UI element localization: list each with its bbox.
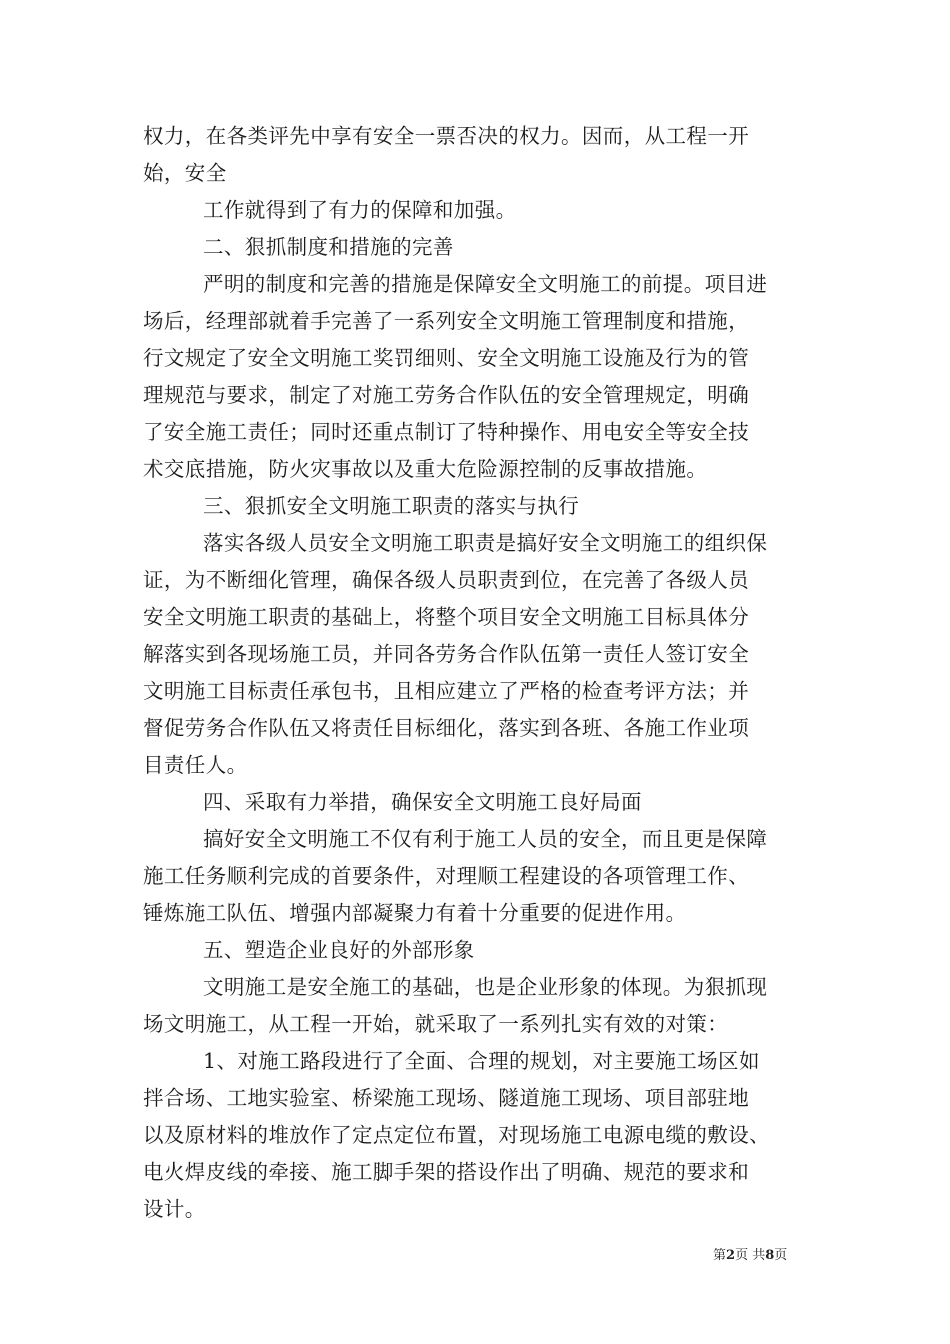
text-line: 五、塑造企业良好的外部形象 <box>203 938 475 962</box>
text-line: 证，为不断细化管理，确保各级人员职责到位，在完善了各级人员 <box>143 568 750 592</box>
footer-suffix: 页 <box>774 1248 788 1263</box>
total-pages-number: 8 <box>765 1248 775 1263</box>
text-line: 文明施工是安全施工的基础，也是企业形象的体现。为狠抓现 <box>203 975 768 999</box>
text-line: 二、狠抓制度和措施的完善 <box>203 235 454 259</box>
text-line: 严明的制度和完善的措施是保障安全文明施工的前提。项目进 <box>203 272 768 296</box>
text-line: 1、对施工路段进行了全面、合理的规划，对主要施工场区如 <box>203 1049 760 1073</box>
text-line: 落实各级人员安全文明施工职责是搞好安全文明施工的组织保 <box>203 531 768 555</box>
page-footer <box>713 1248 787 1264</box>
text-line: 搞好安全文明施工不仅有利于施工人员的安全，而且更是保障 <box>203 827 768 851</box>
text-line: 以及原材料的堆放作了定点定位布置，对现场施工电源电缆的敷设、 <box>143 1123 770 1147</box>
footer-prefix: 第 <box>713 1248 727 1263</box>
text-line: 安全文明施工职责的基础上，将整个项目安全文明施工目标具体分 <box>143 605 750 629</box>
footer-middle: 页 共 <box>735 1248 766 1263</box>
text-line: 拌合场、工地实验室、桥梁施工现场、隧道施工现场、项目部驻地 <box>143 1086 750 1110</box>
text-line: 工作就得到了有力的保障和加强。 <box>203 198 517 222</box>
text-line: 督促劳务合作队伍又将责任目标细化，落实到各班、各施工作业项 <box>143 716 750 740</box>
text-line: 设计。 <box>143 1197 206 1221</box>
current-page-number: 2 <box>726 1248 736 1263</box>
text-line: 三、狠抓安全文明施工职责的落实与执行 <box>203 494 580 518</box>
document-body <box>143 118 809 1228</box>
text-line: 场后，经理部就着手完善了一系列安全文明施工管理制度和措施， <box>143 309 750 333</box>
text-line: 文明施工目标责任承包书，且相应建立了严格的检查考评方法；并 <box>143 679 750 703</box>
text-line: 目责任人。 <box>143 753 248 777</box>
text-line: 始，安全 <box>143 161 227 185</box>
text-line: 解落实到各现场施工员，并同各劳务合作队伍第一责任人签订安全 <box>143 642 750 666</box>
text-line: 场文明施工，从工程一开始，就采取了一系列扎实有效的对策： <box>143 1012 729 1036</box>
text-line: 权力，在各类评先中享有安全一票否决的权力。因而，从工程一开 <box>143 124 750 148</box>
text-line: 施工任务顺利完成的首要条件，对理顺工程建设的各项管理工作、 <box>143 864 750 888</box>
text-line: 了安全施工责任；同时还重点制订了特种操作、用电安全等安全技 <box>143 420 750 444</box>
text-line: 术交底措施，防火灾事故以及重大危险源控制的反事故措施。 <box>143 457 708 481</box>
text-line: 四、采取有力举措，确保安全文明施工良好局面 <box>203 790 642 814</box>
text-line: 电火焊皮线的牵接、施工脚手架的搭设作出了明确、规范的要求和 <box>143 1160 750 1184</box>
text-line: 行文规定了安全文明施工奖罚细则、安全文明施工设施及行为的管 <box>143 346 750 370</box>
text-line: 理规范与要求，制定了对施工劳务合作队伍的安全管理规定，明确 <box>143 383 750 407</box>
text-line: 锤炼施工队伍、增强内部凝聚力有着十分重要的促进作用。 <box>143 901 687 925</box>
